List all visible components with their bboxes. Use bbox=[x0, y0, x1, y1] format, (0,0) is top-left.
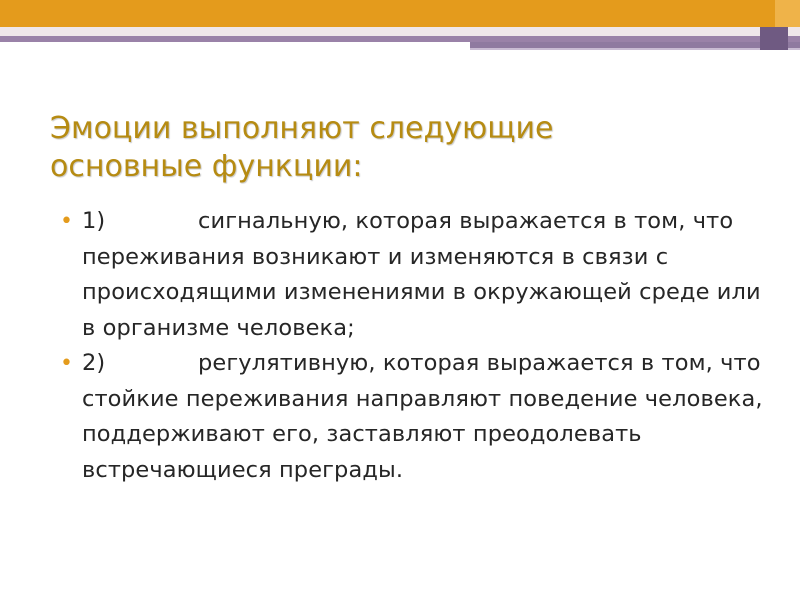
header-orange-accent bbox=[775, 0, 800, 27]
list-item-number: 2) bbox=[82, 350, 106, 376]
header-orange-bar bbox=[0, 0, 800, 27]
header-purple-accent bbox=[760, 27, 788, 50]
list-item-number: 1) bbox=[82, 208, 106, 234]
header-divider-line bbox=[470, 48, 800, 50]
list-item bbox=[60, 346, 770, 488]
list-item bbox=[60, 204, 770, 346]
slide-title bbox=[50, 110, 770, 186]
slide-title-line-2: основные функции: bbox=[50, 149, 363, 184]
list-item-text: регулятивную, которая выражается в том, что стойкие переживания направляют поведение человека, поддерживают его, заставляют преодолевать встречающиеся преграды. bbox=[82, 350, 763, 483]
bullet-icon: • bbox=[60, 209, 74, 234]
header-light-stripe bbox=[0, 27, 800, 36]
slide-content bbox=[60, 204, 770, 488]
list-item-text: сигнальную, которая выражается в том, что переживания возникают и изменяются в связи с происходящими изменениями в окружающей среде или в организме человека; bbox=[82, 208, 761, 341]
slide-title-line-1: Эмоции выполняют следующие bbox=[50, 111, 554, 146]
bullet-icon: • bbox=[60, 351, 74, 376]
